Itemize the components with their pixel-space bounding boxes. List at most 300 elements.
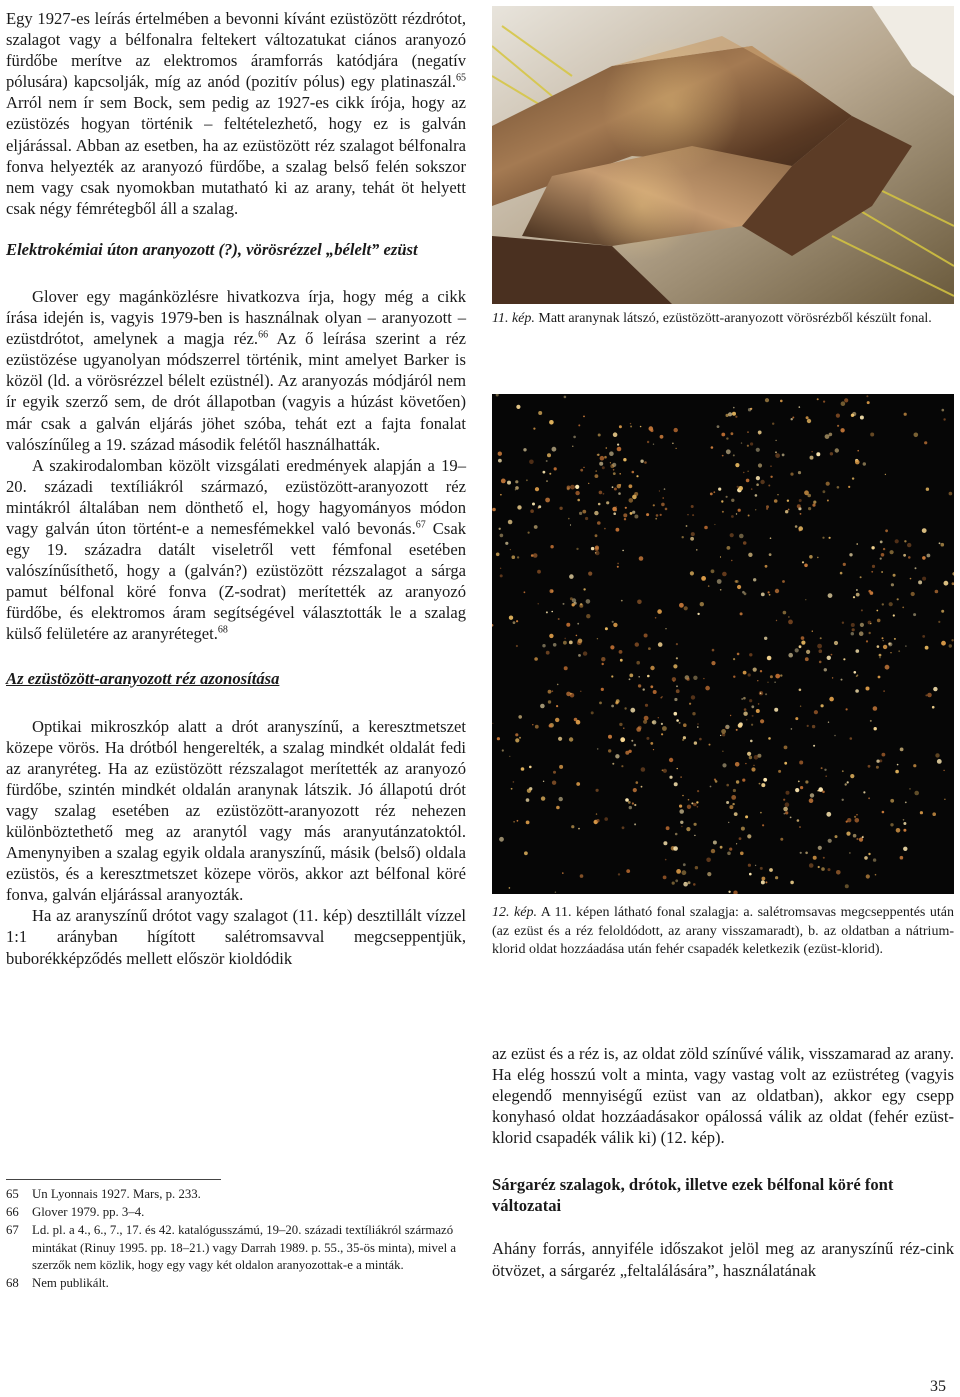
speckle [826,482,830,486]
footnote-68 [6,1275,466,1292]
speckle [549,724,552,727]
speckle [680,821,683,824]
speckle [647,675,650,678]
speckle [836,870,841,875]
speckle [743,697,746,700]
speckle [843,563,846,566]
speckle [624,707,626,709]
speckle [861,609,863,611]
speckle [749,699,752,702]
paragraph-2-text-a: Glover egy magánközlésre hivatkozva írja, hogy még a cikk írása idején is, vagyis 1979-ben is használnak olyan – aranyozott – ezüstdrótot, amelynek a magja réz. [6,286,466,349]
speckle [853,596,855,598]
speckle [841,401,846,406]
speckle [812,451,813,452]
caption-12-text [492,904,954,960]
speckle [499,837,504,842]
speckle [832,677,833,678]
speckle [903,819,905,821]
speckle [715,780,718,783]
speckle [735,463,739,467]
speckle [546,611,548,613]
speckle [786,791,790,795]
speckle [780,674,782,676]
speckle [762,877,766,881]
speckle [868,590,871,593]
speckle [941,641,946,646]
speckle [707,872,711,876]
speckle [844,398,848,402]
speckle [515,733,518,736]
speckle [653,749,654,750]
speckle [570,693,572,695]
speckle [617,444,619,446]
speckle [766,508,768,510]
speckle [604,817,608,821]
footnote-number: 66 [6,1205,19,1220]
speckle [568,518,570,520]
paragraph-4: Optikai mikroszkóp alatt a drót aranyszínű, a keresztmetszet közepe vörös. Ha drótból hengerelték, a szalag mindkét oldalát fedi az aranyréteg. Ha az ezüstözött rézszalagot merítették az aranyozó fürdőbe, szintén mindkét oldalán aranynak látszik. Jó állapotú drót vagy szalag esetében az ezüstözött-aranyozott réz nehezen különböztethető meg az aranytól vagy más aranyutánzatoktól. Amenynyiben a szalag egyik oldala aranyszínű, másik (belső) oldala ezüstös, és a keresztmetszet közepe vörös, akkor azt bélfonal köré fonva, galván eljárással aranyozták. [6,716,466,905]
speckle [872,565,875,568]
speckle [682,536,684,538]
speckle [505,542,508,545]
speckle [827,500,829,502]
speckle [855,689,859,693]
speckle [871,546,874,549]
speckle [722,751,723,752]
speckle [691,505,694,508]
speckle [595,546,599,550]
speckle [800,852,802,854]
speckle [665,859,667,861]
speckle [828,839,832,843]
speckle [753,668,757,672]
speckle [924,441,927,444]
speckle [760,867,763,870]
speckle [556,806,560,810]
speckle [691,695,695,699]
speckle [860,416,864,420]
speckle [548,690,552,694]
speckle [517,556,519,558]
speckle [750,740,753,743]
speckle [826,812,831,817]
speckle [643,720,647,724]
speckle [769,553,772,556]
speckle [788,616,789,617]
speckle [626,869,630,873]
speckle [857,450,859,452]
speckle [696,549,697,550]
speckle [806,416,809,419]
speckle [760,692,762,694]
speckle [767,656,772,661]
speckle [772,423,774,425]
speckle [595,474,599,478]
speckle [778,770,781,773]
speckle [882,637,884,639]
speckle [856,838,858,840]
section-heading-brass: Sárgaréz szalagok, drótok, illetve ezek bélfonal köré font változatai [492,1175,894,1216]
speckle [492,508,496,512]
speckle [675,833,678,836]
speckle [617,447,622,452]
speckle [904,540,906,542]
speckle [509,756,510,757]
speckle [661,696,663,698]
speckle [608,735,612,739]
speckle [735,416,737,418]
speckle [661,503,665,507]
footnote-ref-66[interactable]: 66 [258,329,269,341]
speckle [927,693,932,698]
speckle [700,602,704,606]
speckle [714,524,715,525]
speckle [510,549,511,550]
speckle [532,724,533,725]
speckle [710,493,713,496]
speckle [597,638,598,639]
speckle [889,602,893,606]
speckle [549,473,551,475]
speckle [883,640,884,641]
speckle [743,712,747,716]
speckle [676,685,678,687]
speckle [595,551,599,555]
speckle [586,599,591,604]
speckle [617,563,619,565]
speckle [761,593,765,597]
speckle [496,553,500,557]
speckle [552,781,556,785]
speckle [516,405,520,409]
speckle [859,838,863,842]
speckle [850,774,854,778]
speckle [854,671,857,674]
speckle [769,868,773,872]
speckle [697,790,699,792]
speckle [788,653,793,658]
speckle [742,591,745,594]
speckle [846,708,848,710]
speckle [641,786,643,788]
speckle [653,504,655,506]
speckle [751,488,753,490]
section-heading-identification: Az ezüstözött-aranyozott réz azonosítása [6,668,280,688]
speckle [712,649,715,652]
photo-11-metal-thread [492,6,954,304]
speckle [673,846,678,851]
speckle [860,623,864,627]
speckle [643,688,645,690]
speckle [602,466,605,469]
speckle [821,704,824,707]
speckle [674,698,677,701]
speckle [570,597,573,600]
speckle [646,737,649,740]
speckle [941,610,944,613]
speckle [825,775,827,777]
speckle [573,436,576,439]
speckle [558,618,560,620]
speckle [621,600,623,602]
speckle [768,591,770,593]
speckle [499,528,501,530]
speckle [655,617,657,619]
speckle [805,657,809,661]
footnote-66 [6,1204,466,1221]
speckle [603,493,605,495]
speckle [575,485,579,489]
speckle [512,555,516,559]
speckle [722,455,724,457]
speckle [531,554,534,557]
speckle [880,558,882,560]
speckle [845,884,849,888]
speckle [770,675,773,678]
speckle [570,524,571,525]
speckle [614,488,617,491]
speckle [615,754,619,758]
speckle [850,737,853,740]
speckle [524,851,528,855]
caption-12-label: 12. kép. [492,905,537,920]
speckle [693,676,697,680]
speckle [907,543,911,547]
speckle [610,462,611,463]
speckle [500,534,504,538]
speckle [704,526,708,530]
speckle [814,710,818,714]
speckle [732,803,734,805]
speckle [853,834,857,838]
speckle [637,600,642,605]
speckle [534,657,538,661]
speckle [922,528,927,533]
speckle [883,645,887,649]
speckle [599,491,603,495]
speckle [775,674,780,679]
speckle [737,585,741,589]
speckle [877,619,881,623]
speckle [852,628,855,631]
speckle [703,678,704,679]
speckle [801,641,805,645]
speckle [818,846,822,850]
speckle [804,564,808,568]
speckle [876,610,878,612]
speckle [856,589,858,591]
speckle [555,718,559,722]
speckle [679,722,681,724]
speckle [621,765,623,767]
speckle [805,852,808,855]
speckle [543,471,546,474]
speckle [612,621,614,623]
speckle [686,827,690,831]
speckle [775,451,777,453]
speckle [663,769,667,773]
speckle [782,454,785,457]
speckle [663,876,667,880]
speckle [713,491,715,493]
speckle [555,892,556,893]
paragraph-2 [6,286,466,455]
speckle [866,874,870,878]
speckle [823,490,826,493]
speckle [873,858,876,861]
speckle [633,788,637,792]
speckle [620,737,625,742]
speckle [775,440,776,441]
speckle [710,786,712,788]
speckle [546,651,550,655]
speckle [582,510,586,514]
speckle [639,556,644,561]
speckle [604,528,606,530]
speckle [648,647,651,650]
speckle [726,449,731,454]
speckle [532,503,535,506]
speckle [640,426,642,428]
speckle [629,498,634,503]
footnote-ref-68[interactable]: 68 [217,624,228,636]
speckle [742,779,745,782]
speckle [572,446,573,447]
speckle [548,700,551,703]
speckle [783,799,785,801]
footnote-ref-65[interactable]: 65 [456,72,466,84]
speckle [660,514,662,516]
speckle [500,568,501,569]
speckle [728,891,730,893]
speckle [634,492,638,496]
speckle [935,753,939,757]
speckle [836,414,840,418]
speckle [619,473,621,475]
speckle [808,507,811,510]
speckle [542,644,545,647]
speckle [612,486,614,488]
speckle [690,537,694,541]
speckle [733,658,735,660]
speckle [697,613,699,615]
speckle [837,425,839,427]
speckle [576,782,580,786]
speckle [625,507,627,509]
speckle [927,554,931,558]
speckle [871,571,873,573]
speckle [658,717,659,718]
speckle [760,812,762,814]
speckle [624,518,626,520]
speckle [617,566,619,568]
speckle [500,494,502,496]
speckle [741,698,743,700]
speckle [720,556,721,557]
speckle [652,721,655,724]
left-column [6,8,466,969]
speckle [767,682,768,683]
speckle [856,593,860,597]
speckle [583,651,587,655]
speckle [944,799,945,800]
caption-12 [492,904,954,960]
speckle [623,513,627,517]
speckle [553,643,557,647]
speckle [757,680,758,681]
speckle [835,835,838,838]
speckle [863,462,866,465]
speckle [898,650,900,652]
speckle [819,649,823,653]
speckle [552,447,557,452]
speckle [748,515,750,517]
speckle [683,723,687,727]
speckle [690,571,694,575]
speckle [868,853,870,855]
speckle [645,704,648,707]
speckle [843,658,845,660]
speckle [859,631,864,636]
speckle [547,453,551,457]
speckle [740,612,743,615]
speckle [799,761,803,765]
speckle [729,848,732,851]
speckle [829,537,831,539]
speckle [750,442,753,445]
speckle [764,637,767,640]
speckle [623,728,624,729]
speckle [664,488,666,490]
speckle [905,802,907,804]
speckle [909,788,910,789]
footnote-65 [6,1186,466,1203]
speckle [579,512,582,515]
speckle [857,674,859,676]
speckle [609,451,614,456]
speckle [675,879,678,882]
speckle [575,491,579,495]
speckle [737,486,739,488]
speckle [636,781,639,784]
caption-11-body: Matt aranynak látszó, ezüstözött-aranyozott vörösrézből készült fonal. [534,311,932,326]
speckle [511,788,513,790]
speckle [736,843,737,844]
section-heading-electrochemical: Elektrokémiai úton aranyozott (?), vörösrézzel „bélelt” ezüst [6,239,418,259]
speckle [711,569,715,573]
speckle [870,720,872,722]
speckle [846,832,850,836]
speckle [571,825,574,828]
speckle [596,813,597,814]
speckle [863,836,864,837]
speckle [729,414,730,415]
speckle [569,641,573,645]
speckle [699,738,702,741]
speckle [517,820,519,822]
speckle [749,756,752,759]
speckle [799,406,801,408]
footnote-ref-67[interactable]: 67 [415,519,426,531]
speckle [693,883,696,886]
speckle [569,574,574,579]
speckle [650,666,654,670]
speckle [734,812,738,816]
photo-12-illustration [492,394,954,894]
speckle [713,841,717,845]
speckle [591,547,594,550]
speckle [731,560,732,561]
